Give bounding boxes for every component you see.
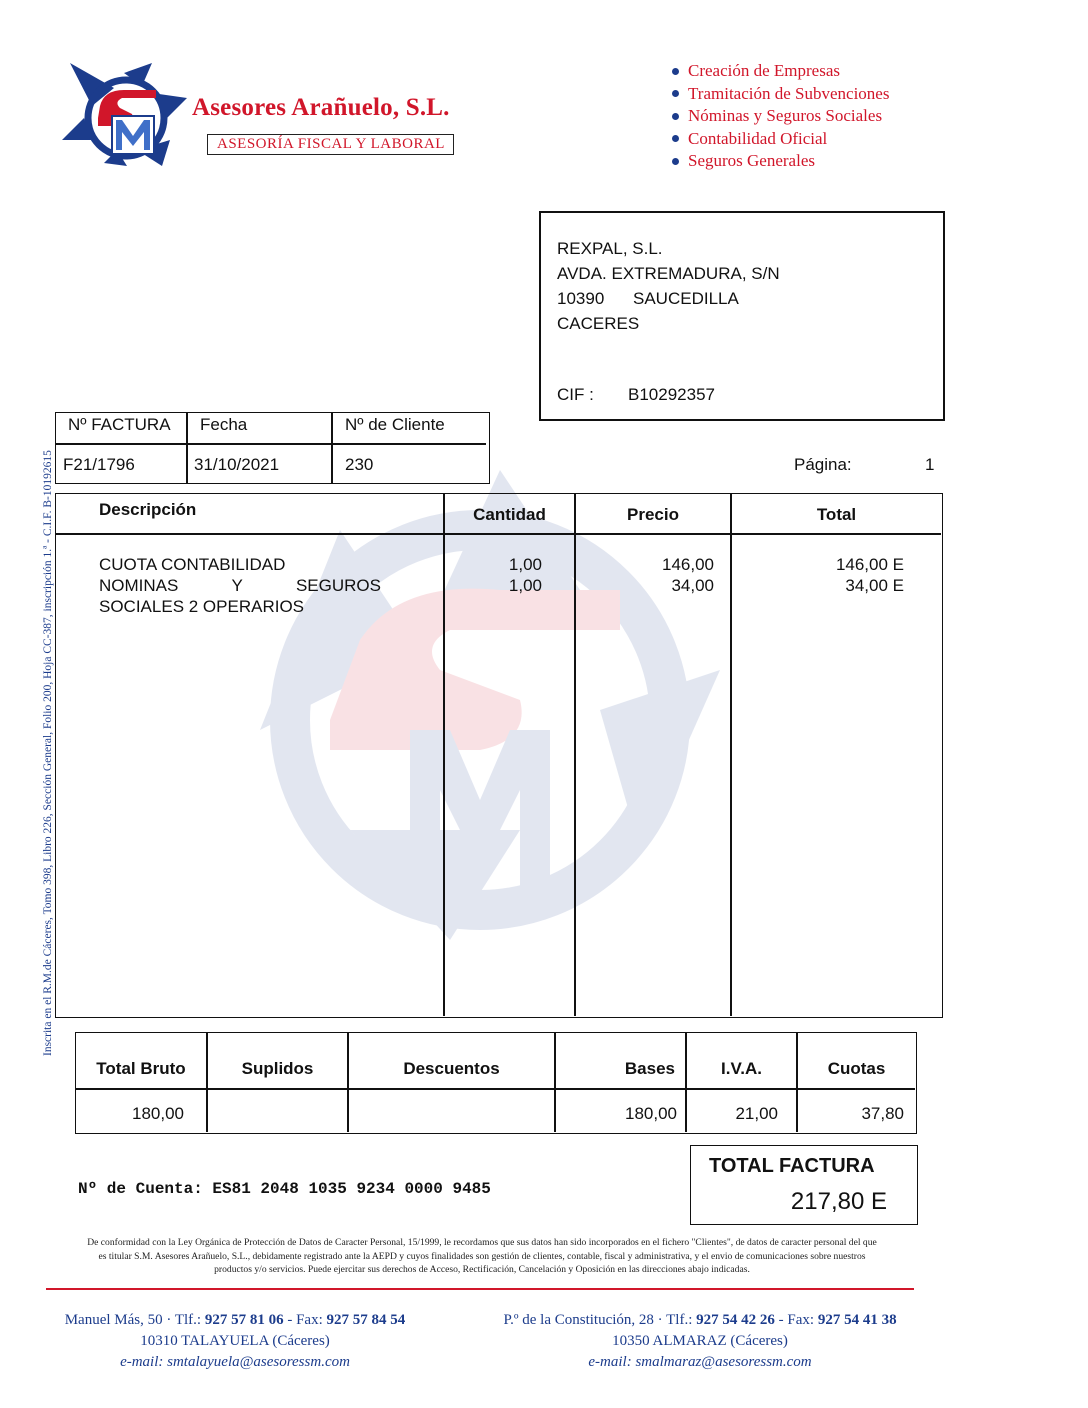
client-name: REXPAL, S.L. (557, 239, 663, 258)
total-invoice-value: 217,80 E (790, 1188, 887, 1215)
service-item: Contabilidad Oficial (672, 128, 889, 151)
discounts-header: Descuentos (403, 1059, 500, 1078)
footer-divider (46, 1288, 914, 1290)
fees-header: Cuotas (827, 1059, 886, 1078)
quantity-header: Cantidad (473, 505, 546, 524)
bullet-icon (672, 68, 679, 75)
client-province: CACERES (557, 314, 640, 333)
invoice-number: F21/1796 (63, 455, 135, 474)
bases-header: Bases (624, 1059, 675, 1078)
item-quantity: 1,00 (508, 576, 542, 595)
total-invoice-label: TOTAL FACTURA (709, 1155, 875, 1177)
phone: 927 54 42 26 (696, 1312, 775, 1328)
client-address: AVDA. EXTREMADURA, S/N (557, 264, 780, 283)
bank-account: Nº de Cuenta: ES81 2048 1035 9234 0000 9485 (78, 1180, 491, 1198)
email-link[interactable]: e-mail: smalmaraz@asesoressm.com (588, 1354, 812, 1370)
invoice-date-label: Fecha (200, 415, 248, 434)
page-number: 1 (925, 455, 935, 474)
client-address-box (539, 211, 945, 421)
client-cif: B10292357 (628, 385, 715, 404)
company-subtitle: ASESORÍA FISCAL Y LABORAL (207, 134, 454, 155)
divider (56, 533, 941, 535)
item-total: 146,00 E (835, 555, 904, 574)
item-total: 34,00 E (845, 576, 904, 595)
bullet-icon (672, 90, 679, 97)
bases-value: 180,00 (625, 1104, 677, 1123)
item-quantity: 1,00 (508, 555, 542, 574)
office-almaraz: P.º de la Constitución, 28 · Tlf.: 927 54 42 26 - Fax: 927 54 41 38 10350 ALMARAZ (Cáceres) e-mail: smalmaraz@asesoressm.com (503, 1312, 897, 1370)
items-table (55, 493, 943, 1018)
phone: 927 57 81 06 (204, 1312, 284, 1328)
vat-header: I.V.A. (721, 1059, 762, 1078)
client-number-label: Nº de Cliente (345, 415, 445, 434)
totals-table (75, 1032, 917, 1134)
gross-value: 180,00 (132, 1104, 184, 1123)
item-description: CUOTA CONTABILIDAD (99, 555, 286, 574)
service-item: Seguros Generales (672, 150, 889, 173)
gross-header: Total Bruto (96, 1059, 186, 1078)
client-postal-code: 10390 (557, 289, 605, 308)
email-link[interactable]: e-mail: smtalayuela@asesoressm.com (120, 1354, 350, 1370)
client-number: 230 (345, 455, 374, 474)
client-city: SAUCEDILLA (633, 289, 739, 308)
company-logo (62, 58, 192, 168)
office-talayuela: Manuel Más, 50 · Tlf.: 927 57 81 06 - Fax: 927 57 84 54 10310 TALAYUELA (Cáceres) e-mail: smtalayuela@asesoressm.com (64, 1312, 406, 1370)
company-name: Asesores Arañuelo, S.L. (192, 94, 450, 121)
invoice-date: 31/10/2021 (194, 455, 280, 474)
supplied-header: Suplidos (241, 1059, 314, 1078)
item-price: 146,00 (662, 555, 714, 574)
fax: 927 54 41 38 (817, 1312, 897, 1328)
description-header: Descripción (99, 500, 197, 519)
bullet-icon (672, 113, 679, 120)
fax: 927 57 84 54 (326, 1312, 406, 1328)
service-item: Tramitación de Subvenciones (672, 83, 889, 106)
invoice-number-label: Nº FACTURA (68, 415, 171, 434)
vat-value: 21,00 (735, 1104, 778, 1123)
bullet-icon (672, 158, 679, 165)
services-list (672, 60, 889, 173)
bullet-icon (672, 135, 679, 142)
service-item: Nóminas y Seguros Sociales (672, 105, 889, 128)
divider (186, 413, 188, 483)
cif-label: CIF : (557, 385, 594, 404)
registry-note: Inscrita en el R.M.de Cáceres, Tomo 398, Libro 226, Sección General, Folio 200, Hoja CC-387, inscripción 1.ª - C.I.F. B-10192615 (42, 450, 54, 1056)
divider (347, 1033, 349, 1132)
divider (76, 1088, 915, 1090)
divider (56, 443, 486, 445)
divider (331, 413, 333, 483)
service-item: Creación de Empresas (672, 60, 889, 83)
price-header: Precio (627, 505, 679, 524)
total-invoice-box (690, 1145, 918, 1225)
fees-value: 37,80 (861, 1104, 904, 1123)
divider (206, 1033, 208, 1132)
page-label: Página: (794, 455, 852, 474)
total-header: Total (816, 505, 857, 524)
item-description-cont: SOCIALES 2 OPERARIOS (99, 597, 305, 616)
item-description: NOMINAS Y SEGUROS (99, 576, 381, 595)
invoice-info-table (55, 412, 490, 484)
privacy-notice: De conformidad con la Ley Orgánica de Protección de Datos de Caracter Personal, 15/1999, le recordamos que sus datos han sido incorporados en el fichero "Clientes", de datos de caracter personal del que es titular S.M. Asesores Arañuelo, S.L., debidamente registrado ante la AEPD y cuyos finalidades son gestión de clientes, contable, fiscal y administrativa, y el envio de comunicaciones sobre nuestros productos y/o servicios. Puede ejercitar sus derechos de Acceso, Rectificación, Cancelación y Oposición en las direcciones abajo indicadas. (87, 1237, 877, 1275)
item-price: 34,00 (671, 576, 714, 595)
